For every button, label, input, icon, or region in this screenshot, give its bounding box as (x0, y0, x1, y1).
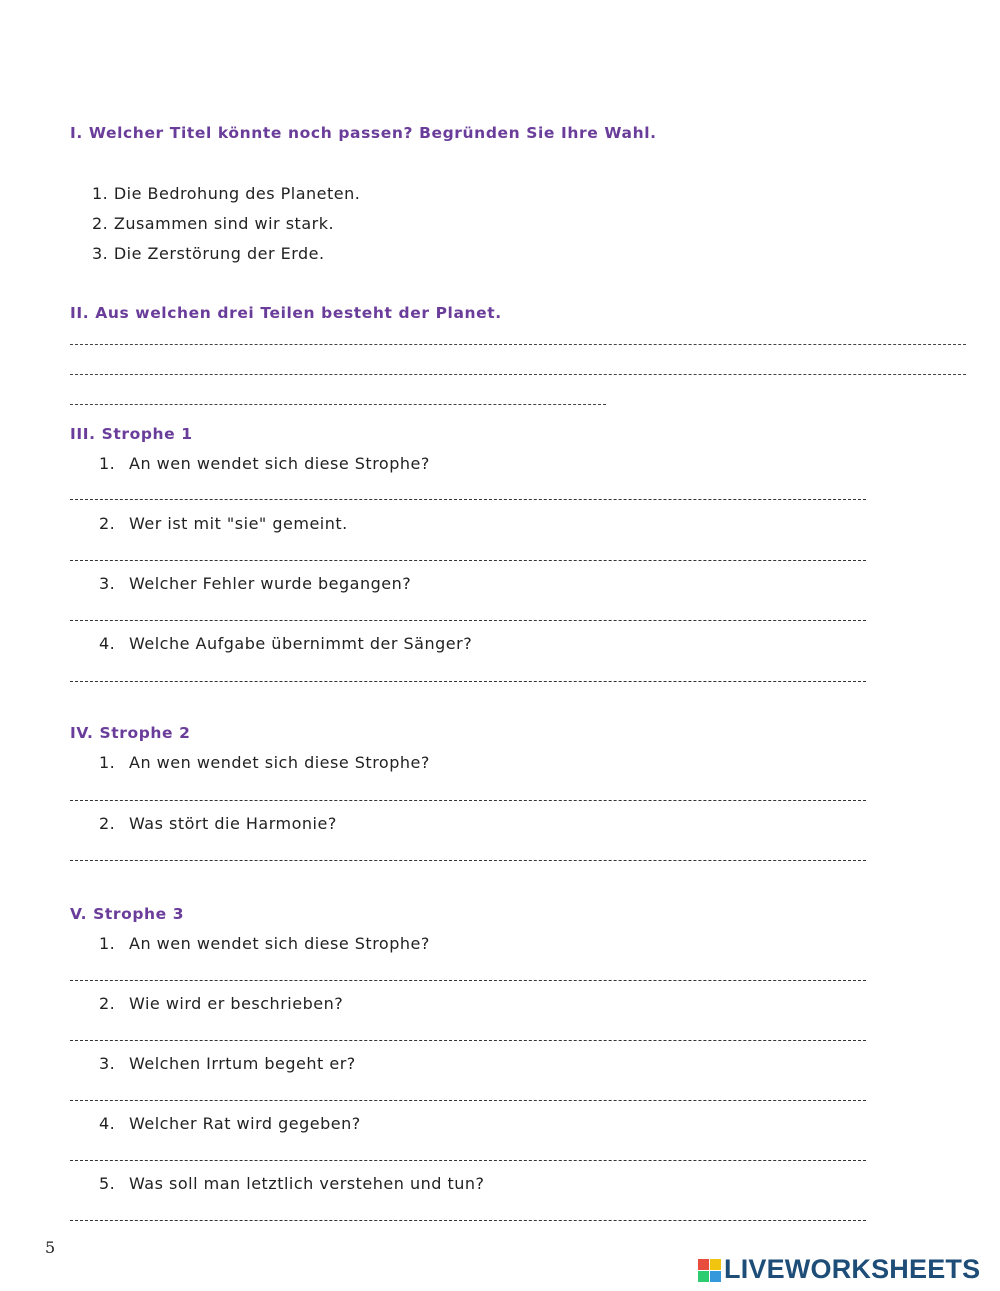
answer-line[interactable] (70, 681, 866, 682)
question (99, 934, 430, 953)
question-number: 1. (99, 454, 116, 473)
question-text: An wen wendet sich diese Strophe? (129, 753, 430, 772)
question-number: 1. (99, 753, 116, 772)
list-item (92, 214, 334, 233)
item-text: Zusammen sind wir stark. (113, 214, 335, 233)
answer-line[interactable] (70, 1220, 866, 1221)
question-text: Wie wird er beschrieben? (129, 994, 344, 1013)
question-number: 3. (99, 574, 116, 593)
question-text: Welche Aufgabe übernimmt der Sänger? (129, 634, 473, 653)
question-number: 1. (99, 934, 116, 953)
question-text: An wen wendet sich diese Strophe? (129, 454, 430, 473)
question-number: 2. (99, 814, 116, 833)
answer-line[interactable] (70, 980, 866, 981)
item-text: Die Bedrohung des Planeten. (113, 184, 361, 203)
question-text: Was soll man letztlich verstehen und tun? (129, 1174, 485, 1193)
question (99, 814, 337, 833)
question-text: Welchen Irrtum begeht er? (129, 1054, 356, 1073)
answer-line[interactable] (70, 1100, 866, 1101)
answer-line[interactable] (70, 404, 606, 405)
answer-line[interactable] (70, 499, 866, 500)
section-heading-titel: I. Welcher Titel könnte noch passen? Begründen Sie Ihre Wahl. (70, 124, 657, 142)
question (99, 1054, 356, 1073)
section-heading-strophe-2: IV. Strophe 2 (70, 724, 191, 742)
item-text: Die Zerstörung der Erde. (113, 244, 325, 263)
liveworksheets-logo: LIVEWORKSHEETS (724, 1254, 981, 1284)
question-number: 5. (99, 1174, 116, 1193)
answer-line[interactable] (70, 860, 866, 861)
question-number: 3. (99, 1054, 116, 1073)
answer-line[interactable] (70, 620, 866, 621)
question-number: 2. (99, 514, 116, 533)
question (99, 994, 343, 1013)
question (99, 514, 348, 533)
section-heading-strophe-1: III. Strophe 1 (70, 425, 193, 443)
question (99, 1114, 361, 1133)
question-number: 4. (99, 634, 116, 653)
question-number: 4. (99, 1114, 116, 1133)
question-text: An wen wendet sich diese Strophe? (129, 934, 430, 953)
item-number: 3. (92, 244, 109, 263)
answer-line[interactable] (70, 800, 866, 801)
question-text: Was stört die Harmonie? (129, 814, 337, 833)
answer-line[interactable] (70, 374, 966, 375)
answer-line[interactable] (70, 344, 966, 345)
page-number: 5 (45, 1238, 56, 1257)
answer-line[interactable] (70, 560, 866, 561)
list-item (92, 184, 360, 203)
answer-line[interactable] (70, 1160, 866, 1161)
answer-line[interactable] (70, 1040, 866, 1041)
question-number: 2. (99, 994, 116, 1013)
question-text: Welcher Fehler wurde begangen? (129, 574, 412, 593)
question-text: Welcher Rat wird gegeben? (129, 1114, 361, 1133)
section-heading-strophe-3: V. Strophe 3 (70, 905, 185, 923)
liveworksheets-logo-icon (698, 1259, 722, 1283)
question (99, 634, 472, 653)
list-item (92, 244, 325, 263)
question (99, 454, 430, 473)
item-number: 1. (92, 184, 109, 203)
section-heading-planet: II. Aus welchen drei Teilen besteht der Planet. (70, 304, 502, 322)
question (99, 574, 411, 593)
question (99, 1174, 485, 1193)
question (99, 753, 430, 772)
question-text: Wer ist mit "sie" gemeint. (129, 514, 348, 533)
item-number: 2. (92, 214, 109, 233)
